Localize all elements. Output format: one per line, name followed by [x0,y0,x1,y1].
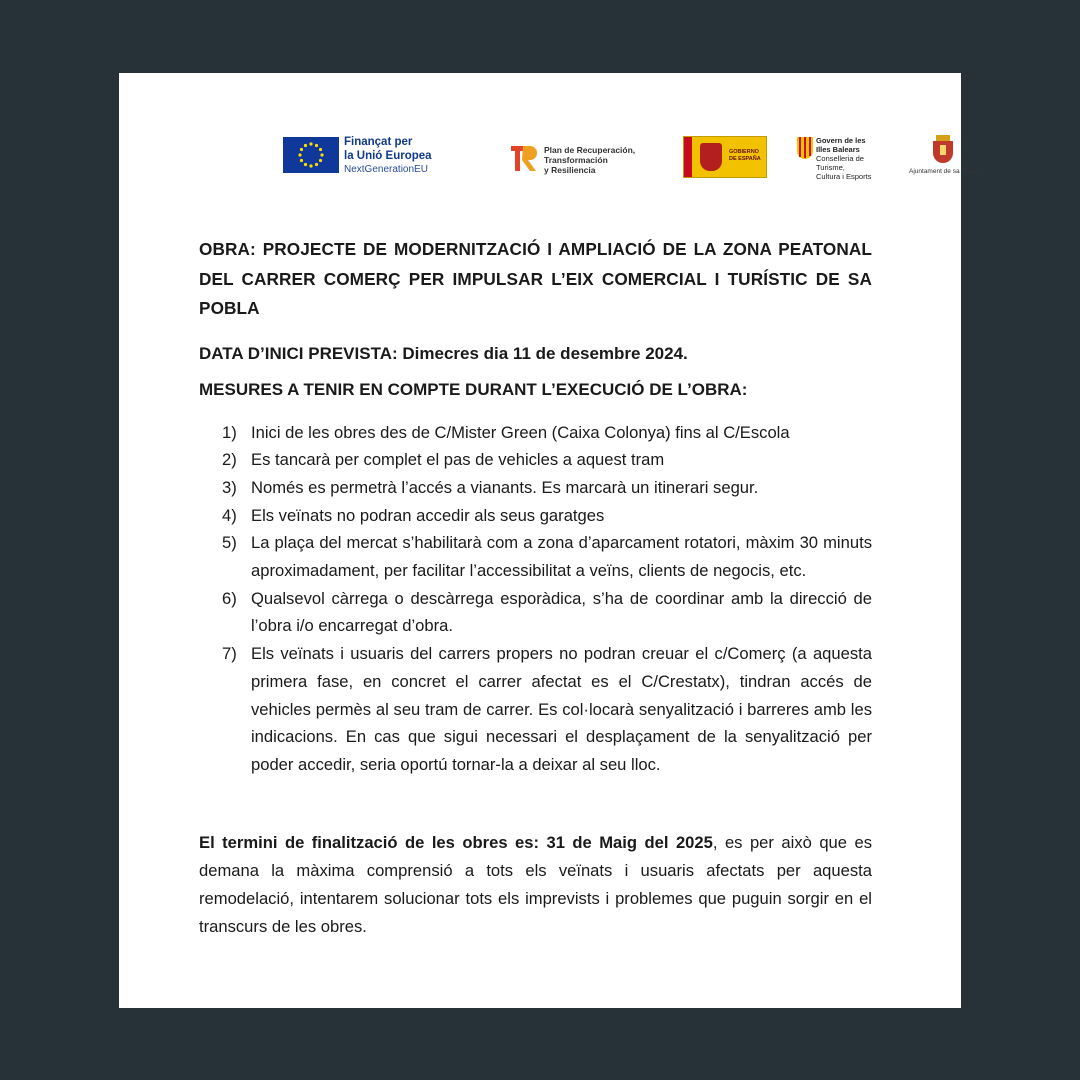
spain-gov-text [729,149,761,163]
eu-line2: la Unió Europea [344,150,432,162]
list-item-number: 5) [222,533,237,553]
eu-flag-icon [283,137,339,173]
closing-paragraph [199,829,872,941]
list-item [199,640,872,779]
measures-heading: MESURES A TENIR EN COMPTE DURANT L’EXECUCIÓ DE L’OBRA: [199,379,748,399]
closing-text: , es per això que es demana la màxima comprensió a tots els veïnats i usuaris afectats per aquesta remodelació, intentarem solucionar tots els imprevists i problemes que puguin sorgir en el transcurs de les obres. [199,832,872,936]
tr-line2: Transformación [544,155,608,165]
list-item [199,585,872,640]
list-item-text: Inici de les obres des de C/Mister Green (Caixa Colonya) fins al C/Escola [251,422,790,442]
eu-funding-text [344,135,432,177]
eu-star-icon [319,148,322,151]
eu-star-icon [304,163,307,166]
spain-line2: DE ESPAÑA [729,156,761,162]
spain-coat-of-arms-icon [700,143,722,171]
list-item-text: Qualsevol càrrega o descàrrega esporàdica, s’ha de coordinar amb la direcció de l’obra i/o encarregat d’obra. [251,588,872,636]
deadline-text: El termini de finalització de les obres es: 31 de Maig del 2025 [199,832,713,852]
spain-flag-stripe-icon [684,137,692,177]
spain-gov-logo [683,136,767,178]
eu-star-icon [320,153,323,156]
eu-star-icon [319,159,322,162]
eu-star-icon [304,144,307,147]
eu-star-icon [309,164,312,167]
list-item [199,529,872,584]
list-item [199,419,872,447]
eu-line1: Finançat per [344,136,413,148]
spain-line1: GOBIERNO [729,149,759,155]
balearic-gov-text [816,136,872,181]
sa-pobla-label: Ajuntament de sa Pobla [909,168,979,175]
list-item-text: Es tancarà per complet el pas de vehicles a aquest tram [251,450,665,470]
start-date: DATA D’INICI PREVISTA: Dimecres dia 11 de desembre 2024. [199,343,688,363]
list-item-number: 3) [222,477,237,497]
eu-star-icon [309,142,312,145]
list-item-number: 4) [222,505,237,525]
document-page [119,73,979,1008]
eu-star-icon [298,153,301,156]
eu-star-icon [300,148,303,151]
list-item [199,502,872,530]
eu-star-icon [315,144,318,147]
list-item-number: 6) [222,588,237,608]
list-item [199,446,872,474]
ib-line3: Conselleria de Turisme, [816,154,864,172]
balearic-shield-icon [797,137,813,159]
tr-line3: y Resiliencia [544,165,596,175]
list-item-number: 7) [222,644,237,664]
eu-star-icon [315,163,318,166]
document-title: OBRA: PROJECTE DE MODERNITZACIÓ I AMPLIACIÓ DE LA ZONA PEATONAL DEL CARRER COMERÇ PER IMPULSAR L’EIX COMERCIAL I TURÍSTIC DE SA POBLA [199,239,872,318]
list-item-number: 2) [222,450,237,470]
measures-list [199,419,872,779]
list-item-text: La plaça del mercat s’habilitarà com a zona d’aparcament rotatori, màxim 30 minuts aproximadament, per facilitar l’accessibilitat a veïns, clients de negocis, etc. [251,533,872,581]
ib-line4: Cultura i Esports [816,172,872,181]
list-item-text: Només es permetrà l’accés a vianants. Es marcarà un itinerari segur. [251,477,759,497]
list-item-text: Els veïnats i usuaris del carrers propers no podran creuar el c/Comerç (a aquesta primera fase, en concret el carrer afectat es el C/Crestatx), tindran accés de vehicles permès al seu tram de carrer. Es col·locarà senyalització i barreres amb les indicacions. En cas que sigui necessari el desplaçament de la senyalització per poder accedir, seria oportú tornar-la a deixar al seu lloc. [251,644,872,774]
ib-line1: Govern de les [816,136,866,145]
list-item-text: Els veïnats no podran accedir als seus garatges [251,505,605,525]
recovery-plan-text [544,145,635,175]
ib-line2: Illes Balears [816,145,860,154]
eu-line3: NextGenerationEU [344,164,428,175]
eu-star-icon [300,159,303,162]
logo-bar [199,73,979,213]
tr-logo-icon [510,143,538,173]
sa-pobla-crest-icon [930,135,956,165]
list-item-number: 1) [222,422,237,442]
tr-line1: Plan de Recuperación, [544,145,636,155]
list-item [199,474,872,502]
